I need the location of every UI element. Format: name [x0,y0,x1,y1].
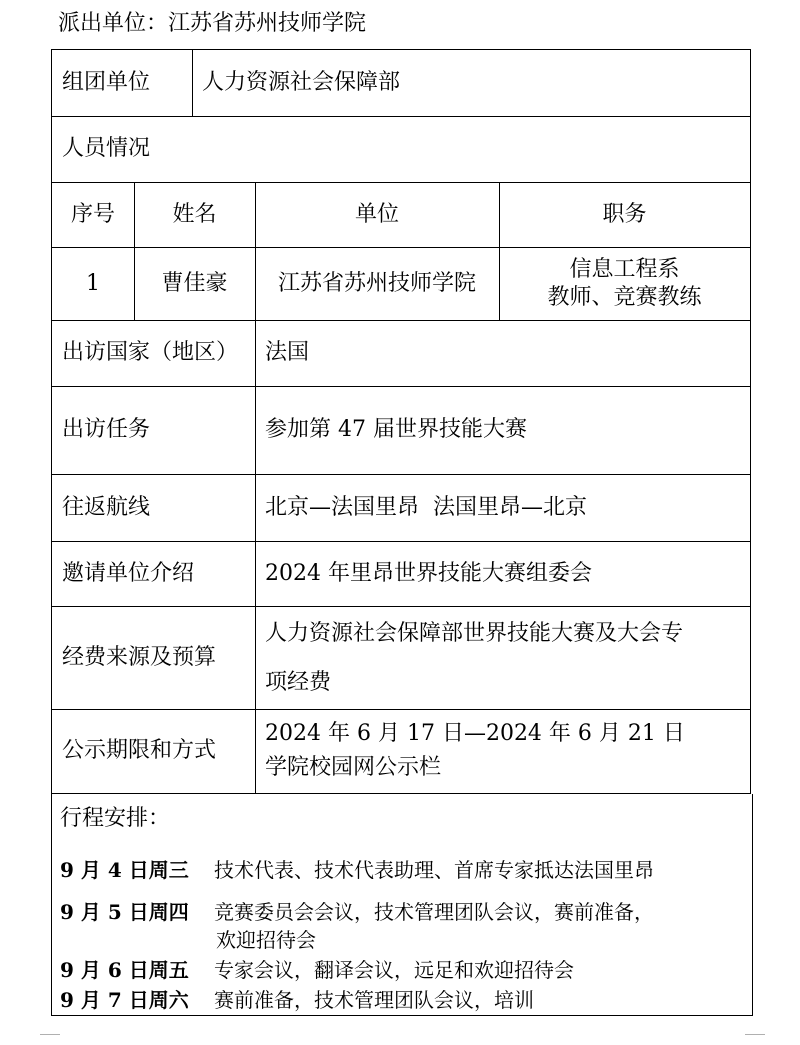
person-unit: 江苏省苏州技师学院 [277,270,476,296]
itinerary-section [51,794,753,1016]
itinerary-title: 行程安排： [60,806,171,831]
route-label: 往返航线 [62,494,151,520]
task-label: 出访任务 [62,417,151,442]
person-position-line1: 信息工程系 [569,256,680,282]
person-position-line2: 教师、竞赛教练 [547,284,702,310]
column-header-no: 序号 [70,201,115,227]
itinerary-text-continued: 欢迎招待会 [216,928,316,952]
group-unit-label: 组团单位 [62,70,151,95]
column-header-position: 职务 [602,201,647,227]
itinerary-item [60,857,734,883]
notice-label: 公示期限和方式 [62,738,217,763]
funding-line2: 项经费 [265,669,332,695]
itinerary-item [60,957,734,983]
itinerary-day: 9 月 5 日周四 [60,900,189,924]
itinerary-item-continued [60,927,736,953]
page-corner-mark [745,1034,765,1045]
notice-value [255,709,750,793]
itinerary-item [60,987,734,1013]
country-label: 出访国家（地区） [62,340,239,365]
person-no: 1 [86,270,100,296]
info-table [51,49,751,794]
funding-value [255,606,750,709]
funding-line1: 人力资源社会保障部世界技能大赛及大会专 [265,620,684,646]
itinerary-text: 赛前准备，技术管理团队会议，培训 [214,988,534,1012]
country-value: 法国 [265,340,310,365]
notice-line2: 学院校园网公示栏 [265,755,442,780]
column-header-unit: 单位 [354,201,399,227]
itinerary-text: 竞赛委员会会议，技术管理团队会议，赛前准备， [214,900,654,924]
itinerary-day: 9 月 6 日周五 [60,958,189,982]
route-value: 北京—法国里昂 法国里昂—北京 [265,494,587,520]
dispatch-unit-header: 派出单位：江苏省苏州技师学院 [58,11,367,36]
group-unit-value: 人力资源社会保障部 [202,70,401,95]
personnel-section-title: 人员情况 [62,136,151,161]
column-header-name: 姓名 [172,201,217,227]
page-corner-mark [40,1034,60,1045]
itinerary-day: 9 月 7 日周六 [60,988,189,1012]
person-position [499,247,750,320]
itinerary-text: 专家会议，翻译会议，远足和欢迎招待会 [214,958,574,982]
itinerary-day: 9 月 4 日周三 [60,858,189,882]
inviter-label: 邀请单位介绍 [62,560,195,586]
notice-line1: 2024 年 6 月 17 日—2024 年 6 月 21 日 [265,721,685,746]
person-name: 曹佳豪 [161,270,228,296]
task-value: 参加第 47 届世界技能大赛 [265,417,527,442]
itinerary-item [60,899,734,925]
funding-label: 经费来源及预算 [62,644,217,670]
itinerary-text: 技术代表、技术代表助理、首席专家抵达法国里昂 [214,858,654,882]
inviter-value: 2024 年里昂世界技能大赛组委会 [265,560,592,586]
